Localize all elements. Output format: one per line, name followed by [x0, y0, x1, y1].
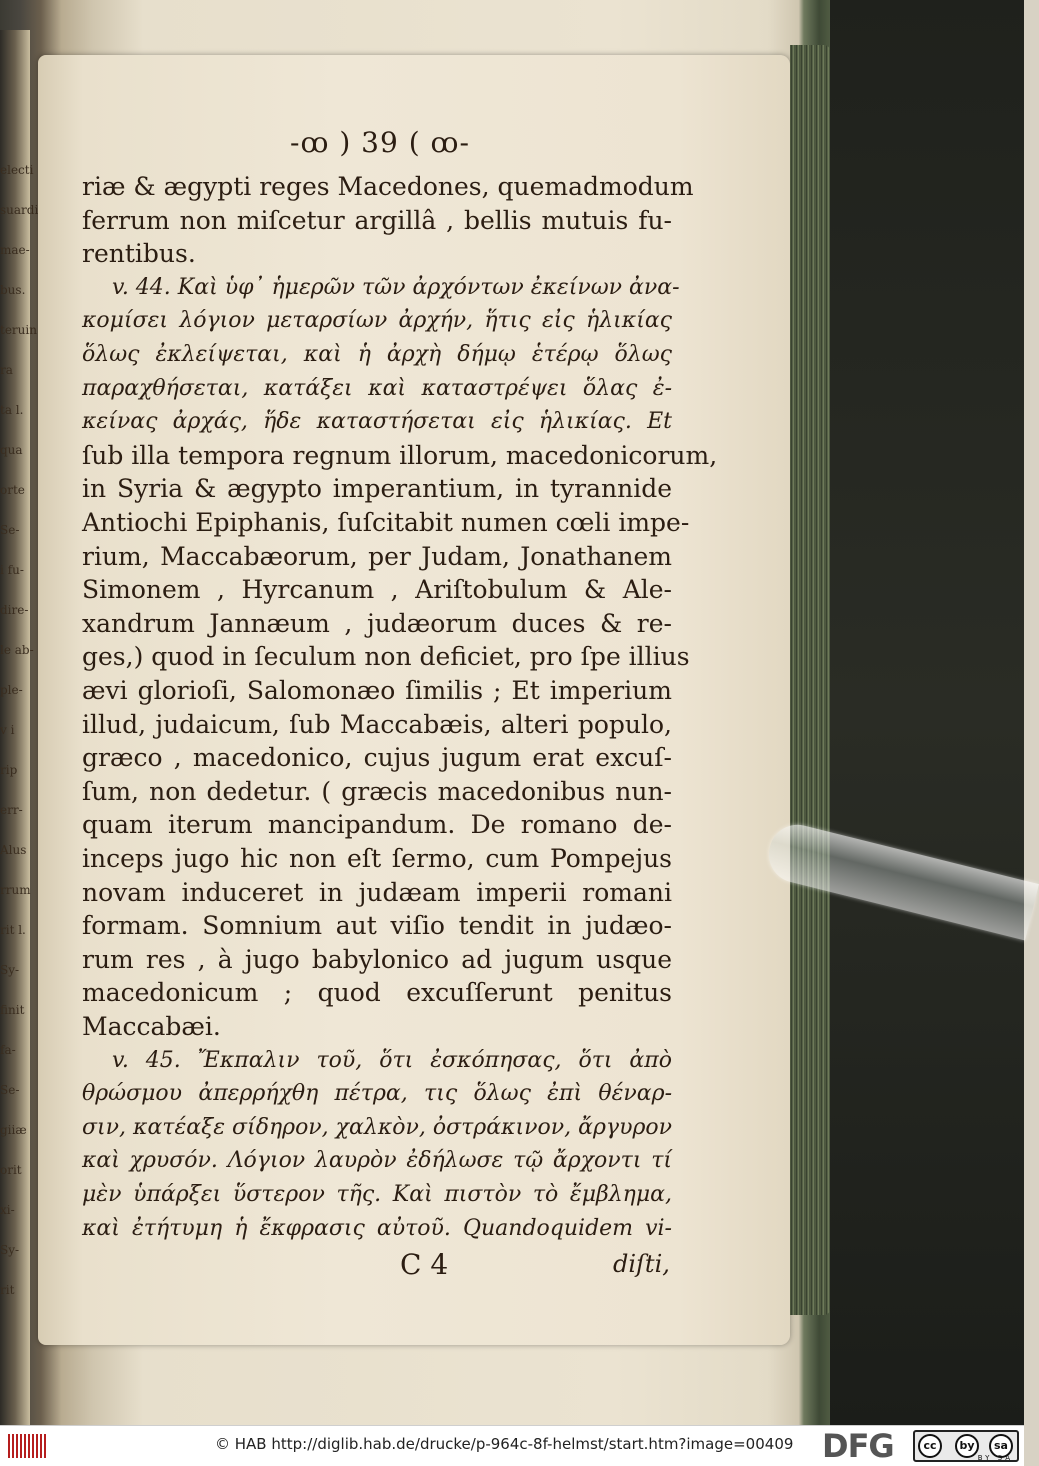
- text-line: ævi glorioſi, Salomonæo ſimilis ; Et imperium: [82, 676, 672, 705]
- previous-page-fragment: Sy-: [0, 963, 20, 977]
- catchword: diſti,: [613, 1250, 670, 1278]
- previous-page-fragment: qua: [0, 443, 23, 457]
- previous-page-fragment: ta l.: [0, 403, 24, 417]
- previous-page-fragment: Sy-: [0, 1243, 20, 1257]
- previous-page-fragment: electi: [0, 163, 34, 177]
- previous-page-fragment: rip: [0, 763, 18, 777]
- text-line: v. 45. Ἔκπαλιν τοῦ, ὅτι ἐσκόπησας, ὅτι ἀπὸ: [112, 1047, 672, 1073]
- previous-page-fragment: dire-: [0, 603, 29, 617]
- text-line: ſub illa tempora regnum illorum, macedonicorum,: [82, 440, 718, 470]
- text-line: Maccabæi.: [82, 1012, 221, 1041]
- sa-icon: sa: [989, 1434, 1013, 1458]
- text-line: Simonem , Hyrcanum , Ariſtobulum & Ale-: [82, 575, 672, 605]
- text-line: κείνας ἀρχάς, ἥδε καταστήσεται εἰς ἡλικίας. Et: [82, 409, 672, 435]
- previous-page-text-strip: [0, 150, 39, 1300]
- previous-page-fragment: finit: [0, 1003, 25, 1017]
- text-line: rium, Maccabæorum, per Judam, Jonathanem: [82, 541, 672, 571]
- text-line: xandrum Jannæum , judæorum duces & re-: [82, 608, 672, 638]
- text-line: καὶ ἐτήτυμη ἡ ἔκφρασις αὐτοῦ. Quandoquidem vi-: [82, 1215, 672, 1241]
- previous-page-fragment: Alus: [0, 843, 27, 857]
- text-line: græco , macedonico, cujus jugum erat excuſ-: [82, 743, 672, 773]
- text-line: ὅλως ἐκλείψεται, καὶ ἡ ἀρχὴ δήμῳ ἑτέρῳ ὅλως: [82, 342, 672, 367]
- text-line: quam iterum mancipandum. De romano de-: [82, 810, 672, 840]
- text-line: illud, judaicum, ſub Maccabæis, alteri populo,: [82, 709, 672, 739]
- previous-page-fragment: ra: [0, 363, 13, 377]
- text-line: κομίσει λόγιον μεταρσίων ἀρχήν, ἥτις εἰς ἡλικίας: [82, 308, 672, 334]
- by-icon: by: [955, 1434, 979, 1458]
- page-header: -ꝏ ) 39 ( ꝏ-: [290, 126, 470, 159]
- dfg-logo: DFG: [822, 1427, 894, 1465]
- previous-page-fragment: rit: [0, 1283, 15, 1297]
- previous-page-fragment: v i: [0, 723, 15, 737]
- cc-icon: cc: [918, 1434, 942, 1458]
- text-line: formam. Somnium aut viſio tendit in judæo-: [82, 911, 672, 941]
- text-line: θρώσμου ἀπερρήχθη πέτρα, τις ὅλως ἐπὶ θέναρ-: [82, 1081, 672, 1107]
- previous-page-fragment: rrum: [0, 883, 31, 897]
- text-line: παραχθήσεται, κατάξει καὶ καταστρέψει ὅλας ἐ-: [82, 375, 672, 401]
- text-line: σιν, κατέαξε σίδηρον, χαλκὸν, ὀστράκινον, ἄργυρον: [82, 1114, 672, 1140]
- text-line: ſum, non dedetur. ( græcis macedonibus nun-: [82, 776, 672, 806]
- previous-page-fragment: orit: [0, 1163, 22, 1177]
- barcode-icon: [8, 1434, 48, 1458]
- cc-license-badge[interactable]: [913, 1430, 1019, 1462]
- previous-page-fragment: teruin: [0, 323, 37, 337]
- license-sub-label: BY SA: [977, 1454, 1013, 1462]
- previous-page-fragment: giiæ: [0, 1123, 27, 1137]
- previous-page-fragment: fa-: [0, 1043, 16, 1057]
- text-line: inceps jugo hic non eſt ſermo, cum Pompejus: [82, 844, 672, 873]
- previous-page-fragment: err-: [0, 803, 23, 817]
- previous-page-fragment: bus.: [0, 283, 26, 297]
- page-block-edge: [790, 45, 830, 1315]
- previous-page-fragment: mae-: [0, 243, 30, 257]
- previous-page-fragment: Se-: [0, 1083, 20, 1097]
- previous-page-fragment: le ab-: [0, 643, 34, 657]
- text-line: ferrum non miſcetur argillâ , bellis mutuis fu-: [82, 205, 672, 235]
- previous-page-fragment: i fu-: [0, 563, 24, 577]
- previous-page-fragment: rit l.: [0, 923, 26, 937]
- text-line: v. 44. Καὶ ὑφ᾽ ἡμερῶν τῶν ἀρχόντων ἐκείνων ἀνα-: [112, 274, 680, 300]
- text-line: riæ & ægypti reges Macedones, quemadmodum: [82, 172, 694, 201]
- text-line: in Syria & ægypto imperantium, in tyrannide: [82, 474, 672, 504]
- text-line: Antiochi Epiphanis, ſuſcitabit numen cœli impe-: [82, 508, 690, 537]
- text-line: rentibus.: [82, 239, 196, 269]
- text-line: καὶ χρυσόν. Λόγιον λαυρὸν ἐδήλωσε τῷ ἄρχοντι τί: [82, 1148, 672, 1174]
- signature-mark: C 4: [400, 1248, 449, 1281]
- previous-page-fragment: Se-: [0, 523, 20, 537]
- previous-page-fragment: suardi: [0, 203, 39, 217]
- dark-background: [830, 0, 1024, 1425]
- text-line: novam induceret in judæam imperii romani: [82, 877, 672, 907]
- text-line: μὲν ὑπάρξει ὕστερον τῆς. Καὶ πιστὸν τὸ ἔμβλημα,: [82, 1182, 672, 1207]
- previous-page-fragment: xi-: [0, 1203, 15, 1217]
- text-line: rum res , à jugo babylonico ad jugum usque: [82, 944, 672, 974]
- source-link[interactable]: © HAB http://diglib.hab.de/drucke/p-964c-8f-helmst/start.htm?image=00409: [215, 1435, 794, 1453]
- text-line: ges,) quod in ſeculum non deficiet, pro ſpe illius: [82, 642, 690, 672]
- viewer-footer: [0, 1425, 1024, 1466]
- previous-page-fragment: orte: [0, 483, 25, 497]
- text-line: macedonicum ; quod excuſſerunt penitus: [82, 978, 672, 1008]
- previous-page-fragment: ple-: [0, 683, 23, 697]
